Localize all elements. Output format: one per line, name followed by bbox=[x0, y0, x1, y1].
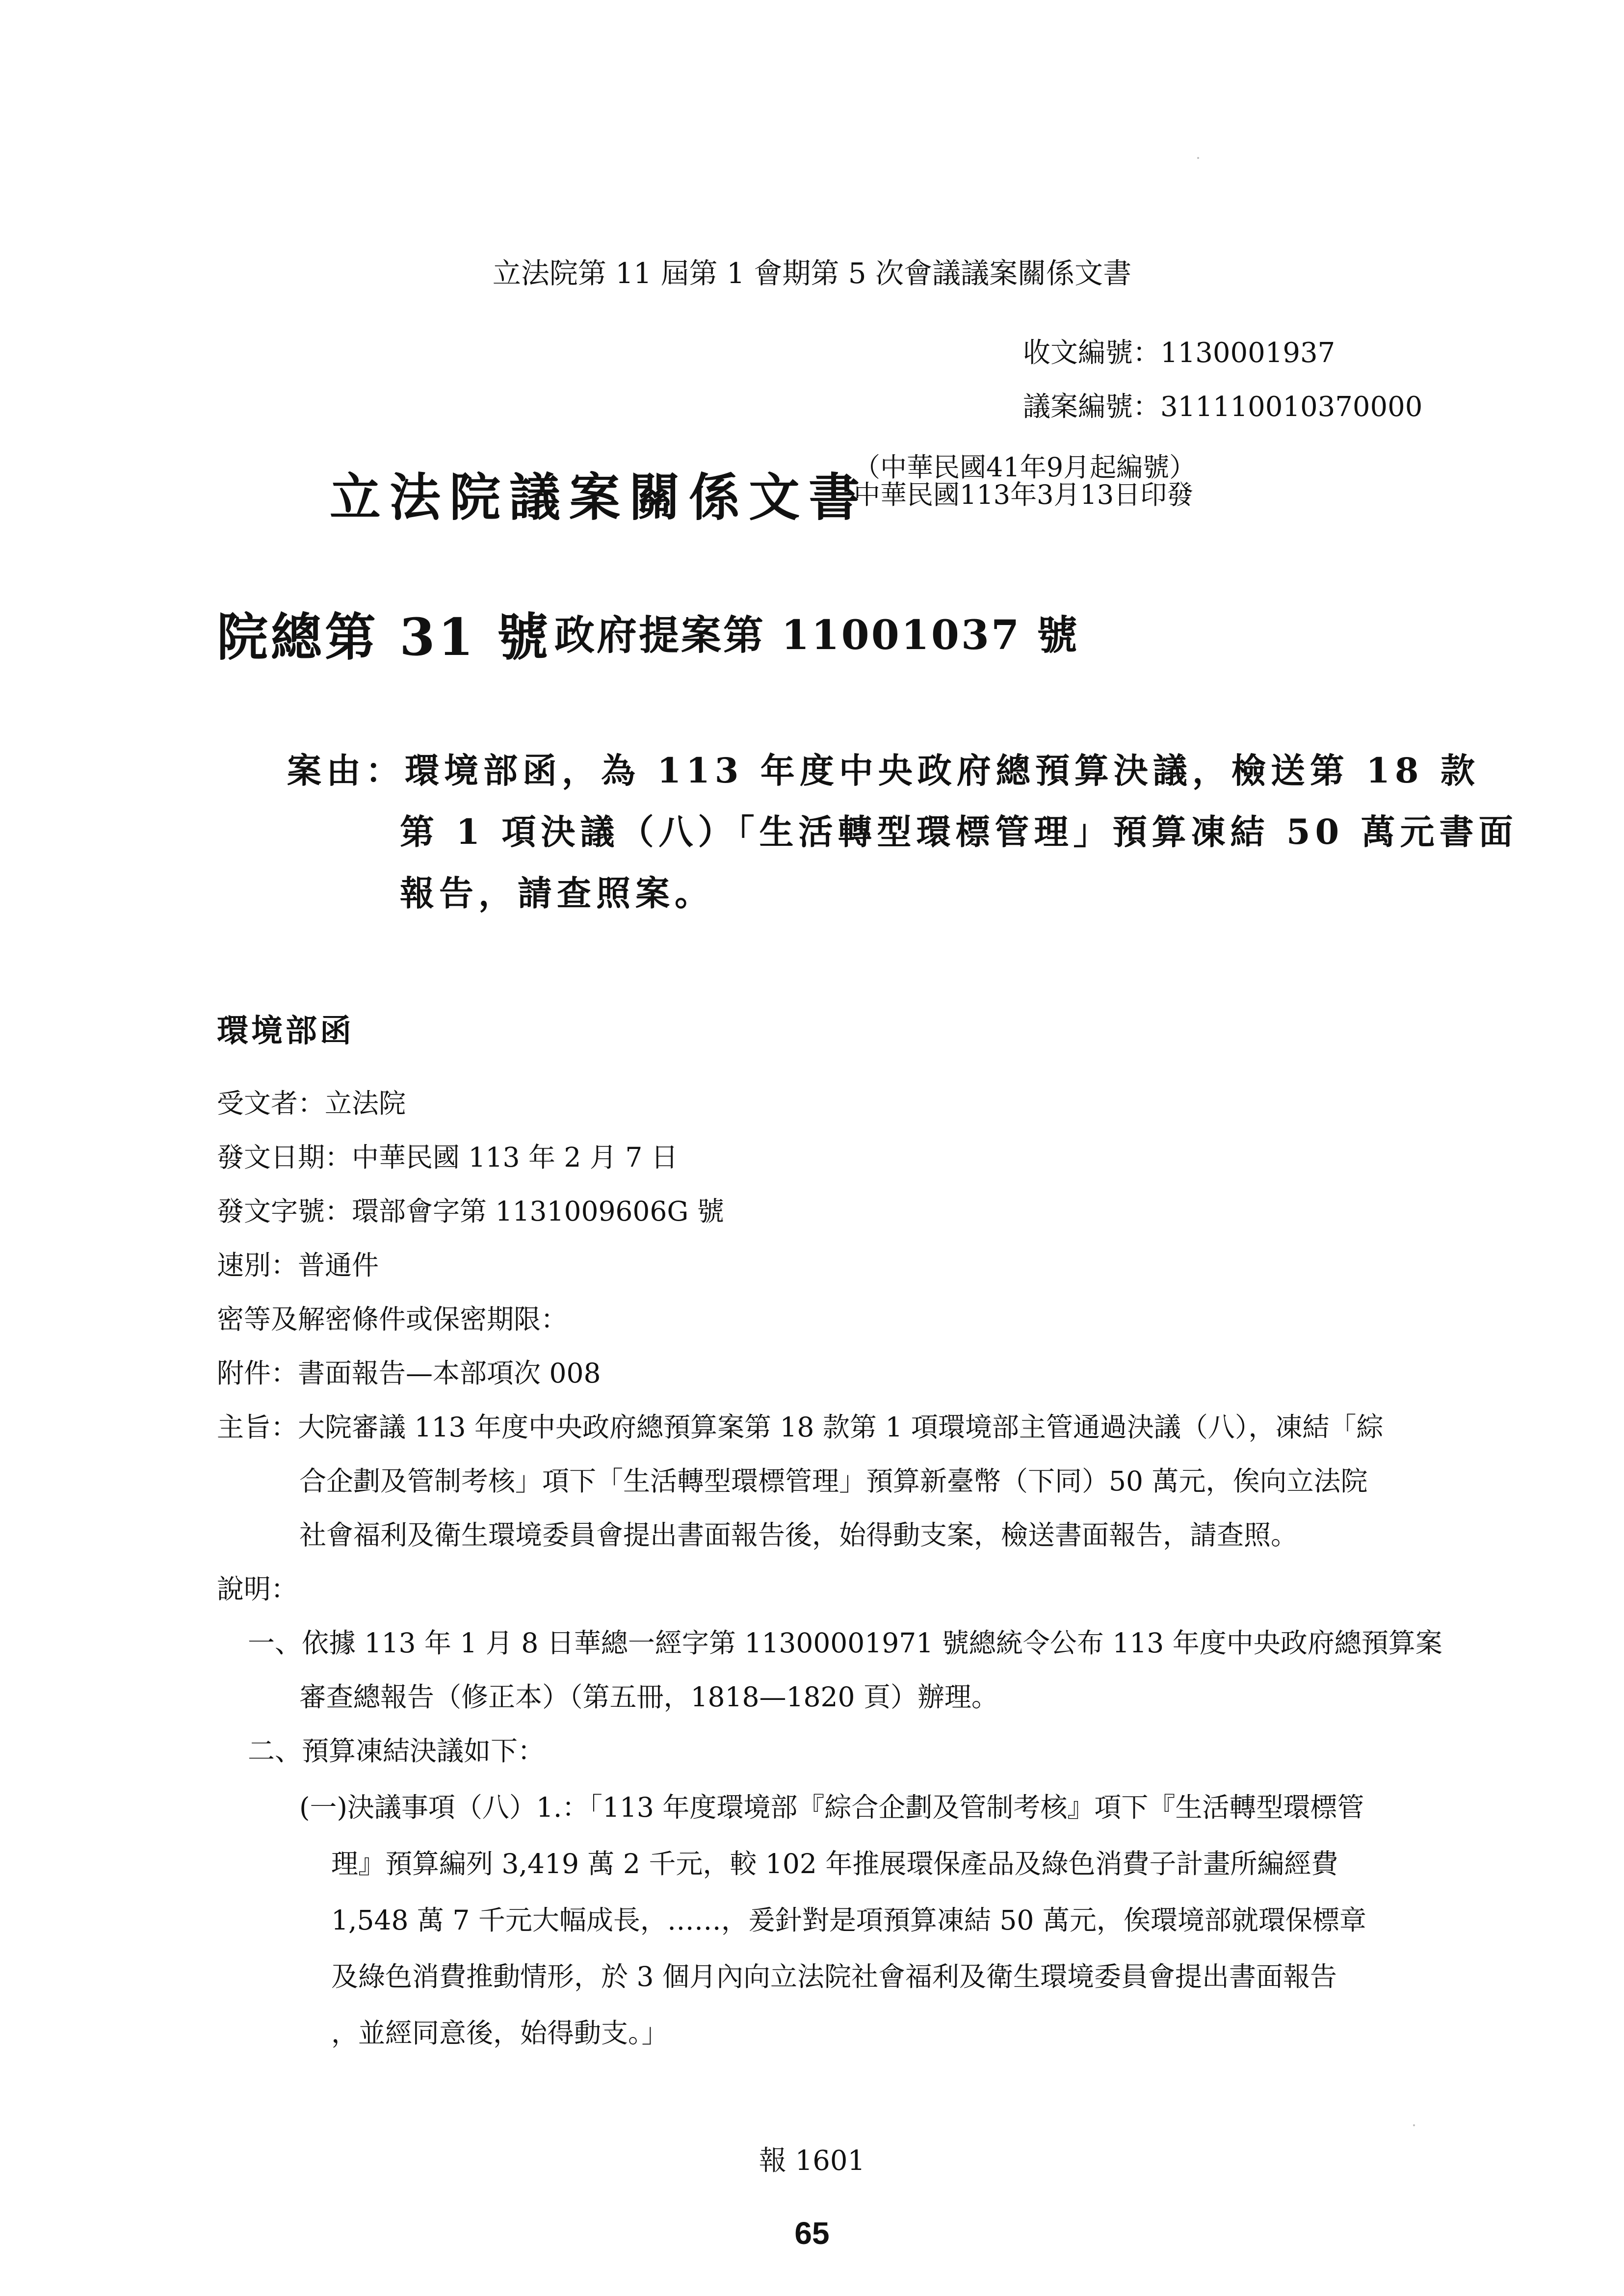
case-reason-line: 案由：環境部函，為 113 年度中央政府總預算決議，檢送第 18 款 bbox=[287, 750, 1480, 791]
subject-line: 合企劃及管制考核」項下「生活轉型環標管理」預算新臺幣（下同）50 萬元，俟向立法院 bbox=[299, 1465, 1368, 1497]
title-note bbox=[854, 454, 1196, 509]
attachment-field: 附件：書面報告—本部項次 008 bbox=[217, 1357, 601, 1389]
explanation-item-1: 一、依據 113 年 1 月 8 日華總一經字第 11300001971 號總統令公布 113 年度中央政府總預算案 bbox=[248, 1627, 1442, 1659]
resolution-line: 及綠色消費推動情形，於 3 個月內向立法院社會福利及衛生環境委員會提出書面報告 bbox=[331, 1961, 1337, 1992]
resolution-line: ，並經同意後，始得動支。」 bbox=[331, 2017, 669, 2049]
session-line: 立法院第 11 屆第 1 會期第 5 次會議議案關係文書 bbox=[492, 257, 1132, 290]
bill-number: 議案編號：311110010370000 bbox=[1023, 391, 1423, 423]
explanation-item-2: 二、預算凍結決議如下： bbox=[248, 1735, 545, 1767]
issue-number-field: 發文字號：環部會字第 1131009606G 號 bbox=[217, 1196, 724, 1227]
explanation-label: 說明： bbox=[217, 1573, 298, 1605]
subject-line: 主旨：大院審議 113 年度中央政府總預算案第 18 款第 1 項環境部主管通過決議（八），凍結「綜 bbox=[217, 1411, 1384, 1443]
resolution-line: 1,548 萬 7 千元大幅成長，……，爰針對是項預算凍結 50 萬元，俟環境部就環保標章 bbox=[331, 1905, 1366, 1936]
letter-heading: 環境部函 bbox=[217, 1013, 354, 1049]
resolution-line: 理』預算編列 3,419 萬 2 千元，較 102 年推展環保產品及綠色消費子計畫所編經費 bbox=[331, 1848, 1338, 1879]
classification-field: 密等及解密條件或保密期限： bbox=[217, 1304, 568, 1335]
case-reason-line: 報告，請查照案。 bbox=[400, 873, 714, 913]
print-date-note: 中華民國113年3月13日印發 bbox=[854, 479, 1194, 510]
recipient-field: 受文者：立法院 bbox=[217, 1088, 406, 1119]
proposal-number: 政府提案第 11001037 號 bbox=[554, 612, 1079, 659]
report-number: 報 1601 bbox=[759, 2145, 865, 2177]
issue-date-field: 發文日期：中華民國 113 年 2 月 7 日 bbox=[217, 1142, 678, 1173]
scan-speck bbox=[1197, 157, 1199, 159]
numbering-since-note: （中華民國41年9月起編號） bbox=[854, 452, 1196, 483]
page-number: 65 bbox=[794, 2216, 830, 2251]
case-reason-line: 第 1 項決議（八）「生活轉型環標管理」預算凍結 50 萬元書面 bbox=[400, 811, 1518, 852]
receipt-number: 收文編號：1130001937 bbox=[1023, 337, 1336, 369]
general-number: 院總第 31 號 bbox=[217, 607, 551, 667]
priority-field: 速別：普通件 bbox=[217, 1250, 379, 1281]
scan-speck bbox=[1413, 2124, 1415, 2126]
resolution-line: (一)決議事項（八）1.：「113 年度環境部『綜合企劃及管制考核』項下『生活轉型環標管 bbox=[299, 1792, 1364, 1823]
explanation-item-1-cont: 審查總報告（修正本）（第五冊，1818—1820 頁）辦理。 bbox=[299, 1681, 998, 1713]
document-title: 立法院議案關係文書 bbox=[330, 467, 869, 527]
subject-line: 社會福利及衛生環境委員會提出書面報告後，始得動支案，檢送書面報告，請查照。 bbox=[299, 1519, 1298, 1551]
